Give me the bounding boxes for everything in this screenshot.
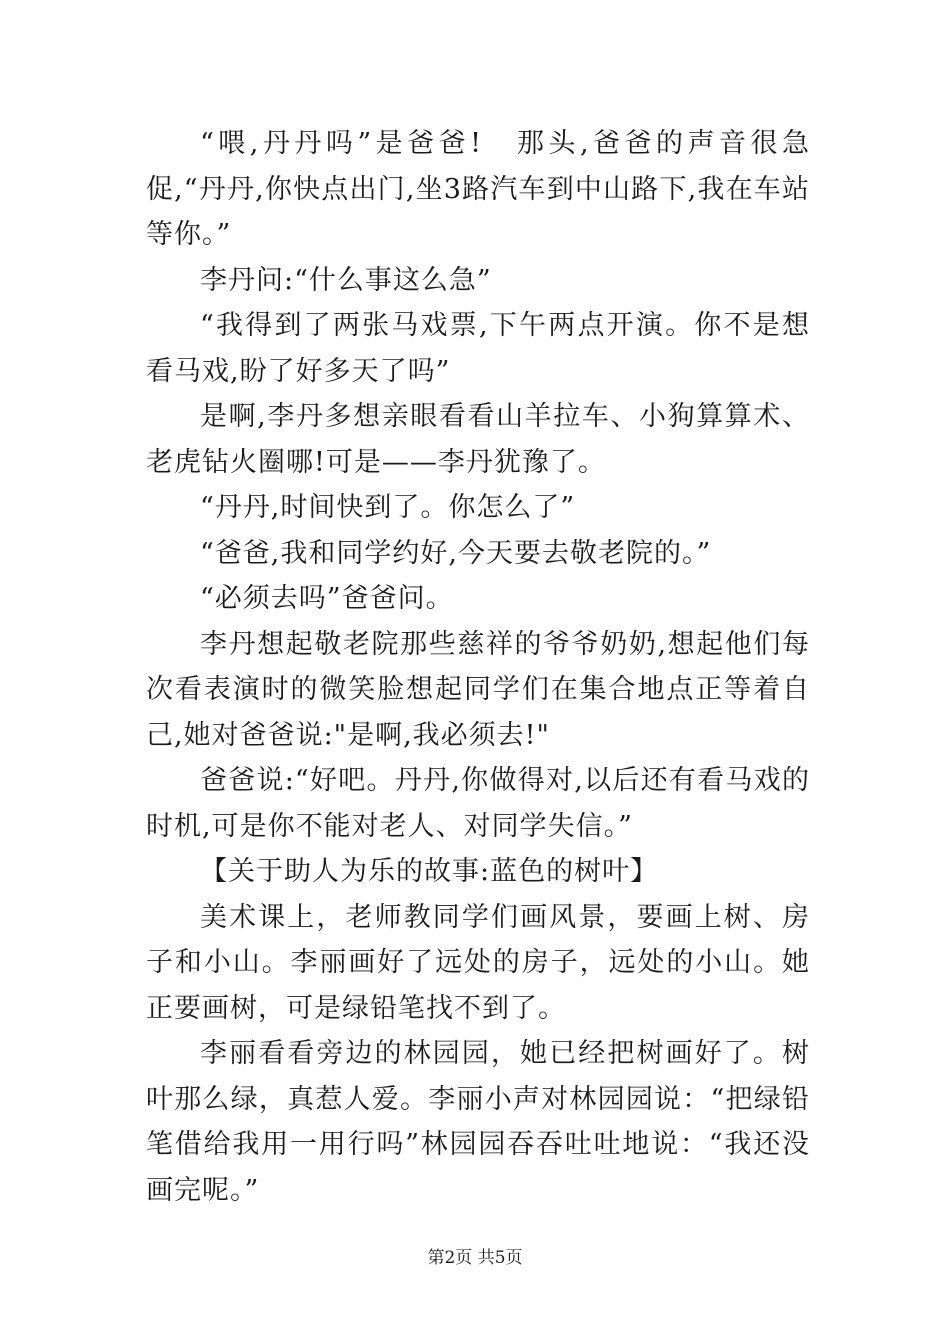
paragraph: “必须去吗”爸爸问。 xyxy=(200,583,454,614)
paragraph: 李丹想起敬老院那些慈祥的爷爷奶奶,想起他们每次看表演时的微笑脸想起同学们在集合地点正等着自己,她对爸爸说:"是啊,我必须去!" xyxy=(146,628,810,751)
paragraph: 美术课上，老师教同学们画风景，要画上树、房子和小山。李丽画好了远处的房子，远处的小山。她正要画树，可是绿铅笔找不到了。 xyxy=(146,901,810,1024)
paragraph: 李丹问:“什么事这么急” xyxy=(200,264,492,296)
paragraph: 李丽看看旁边的林园园，她已经把树画好了。树叶那么绿，真惹人爱。李丽小声对林园园说：“把绿铅笔借给我用一用行吗”林园园吞吞吐吐地说：“我还没画完呢。” xyxy=(146,1038,810,1206)
page-footer xyxy=(0,1243,950,1268)
paragraph: “爸爸,我和同学约好,今天要去敬老院的。” xyxy=(200,537,712,569)
paragraph: 是啊,李丹多想亲眼看看山羊拉车、小狗算算术、老虎钻火圈哪!可是——李丹犹豫了。 xyxy=(146,401,810,478)
section-heading: 【关于助人为乐的故事:蓝色的树叶】 xyxy=(200,856,659,887)
paragraph: “我得到了两张马戏票,下午两点开演。你不是想看马戏,盼了好多天了吗” xyxy=(146,310,810,387)
paragraph: “喂,丹丹吗”是爸爸! 那头,爸爸的声音很急促,“丹丹,你快点出门,坐3路汽车到中山路下,我在车站等你。” xyxy=(146,128,810,250)
paragraph: “丹丹,时间快到了。你怎么了” xyxy=(200,492,576,523)
paragraph: 爸爸说:“好吧。丹丹,你做得对,以后还有看马戏的时机,可是你不能对老人、对同学失信。” xyxy=(146,765,810,842)
body-text xyxy=(146,121,810,1213)
page-number: 第2页 共5页 xyxy=(427,1248,523,1268)
